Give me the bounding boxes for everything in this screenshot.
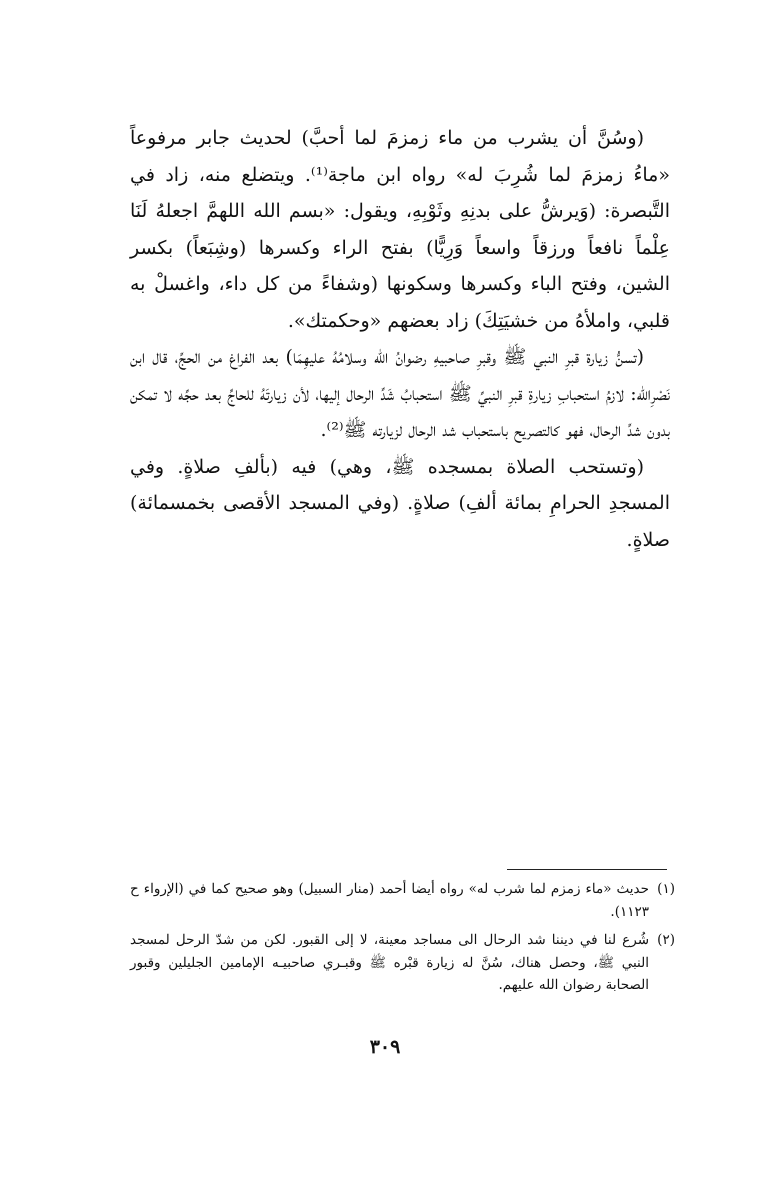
paragraph-prayer-merit: (وتستحب الصلاة بمسجده ﷺ، وهي) فيه (بألفِ صلاةٍ. وفي المسجدِ الحرامِ بمائة ألفِ) صلاةٍ. (وفي المسجد الأقصى بخمسمائة) صلاةٍ. [130, 455, 670, 551]
page-number: ٣٠٩ [369, 1036, 401, 1058]
main-text-block [130, 120, 670, 558]
footnote-number: (٢) [657, 932, 675, 948]
footnote-1 [130, 878, 675, 923]
footnote-text: شُرع لنا في ديننا شد الرحال الى مساجد معينة، لا إلى القبور. لكن من شدّ الرحل لمسجد النبي ﷺ، وحصل هناك، سُنَّ له زيارة قبْره ﷺ وقبـري صاحبيـه الإمامين الجليلين وقبور الصحابة رضوان الله عليهم. [130, 932, 649, 993]
footnote-2 [130, 929, 675, 997]
footnote-separator-rule [507, 869, 667, 870]
footnote-number: (١) [657, 881, 675, 897]
paragraph-visit-grave: (تسنُّ زيارة قبرِ النبي ﷺ وقبرِ صاحبيهِ رضوانُ الله وسلامُهُ عليهِمَا) بعد الفراغ من الحجِّ، قال ابن نَصْرِالله: لازمُ استحبابِ زيارةِ قبرِ النبيِّ ﷺ استحبابُ شَدِّ الرحال إليها، لأن زيارتَهُ للحاجِّ بعد حجِّه لا تمكن بدون شدِّ الرحال، فهو كالتصريح باستحباب شد الرحال لزيارته ﷺ⁽²⁾. [130, 346, 670, 441]
footnotes-block [130, 878, 675, 1003]
paragraph-zamzam: (وسُنَّ أن يشرب من ماء زمزمَ لما أحبَّ) لحديث جابر مرفوعاً «ماءُ زمزمَ لما شُرِبَ له» رواه ابن ماجة⁽¹⁾. ويتضلع منه، زاد في التَّبصرة: (وَيرشُّ على بدنِهِ وثَوْبِهِ، ويقول: «بسم الله اللهمَّ اجعلهُ لَنَا عِلْماً نافعاً ورزقاً واسعاً وَرِيًّا) بفتح الراء وكسرها (وشِبَعاً) بكسر الشين، وفتح الباء وكسرها وسكونها (وشفاءً من كل داء، واغسلْ به قلبي، واملأهُ من خشيَتِكَ) زاد بعضهم «وحكمتك». [130, 127, 670, 332]
footnote-text: حديث «ماء زمزم لما شرب له» رواه أيضا أحمد (منار السبيل) وهو صحيح كما في (الإرواء ح ١١٢٣). [130, 881, 649, 920]
